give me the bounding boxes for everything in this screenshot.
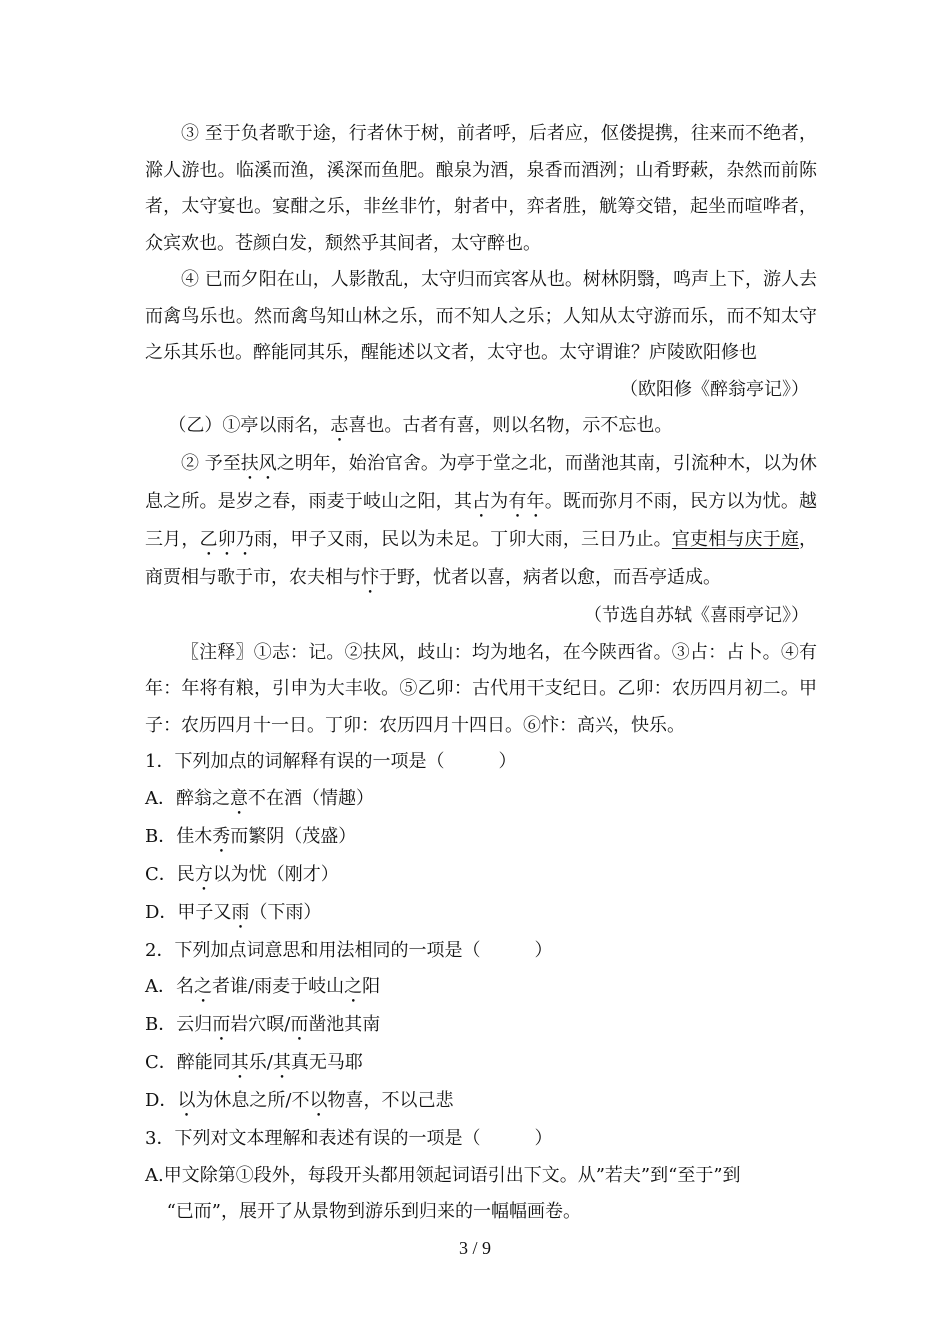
passage-jia-source: （欧阳修《醉翁亭记》） [620,378,809,400]
underlined-sentence: 官吏相与庆于庭 [671,529,800,550]
question-2-option-b: B．云归而岩穴暝/而凿池其南 [145,1014,381,1035]
question-3-stem: 3．下列对文本理解和表述有误的一项是（ ） [145,1128,553,1149]
question-2-stem: 2．下列加点词意思和用法相同的一项是（ ） [145,939,553,961]
question-1-option-d: D．甲子又雨（下雨） [145,901,322,923]
question-2-option-a: A．名之者谁/雨麦于岐山之阳 [145,976,381,997]
dotted-word: 乙卯 [199,529,236,550]
dotted-word: 有年 [508,491,545,512]
question-3-option-a-line-2: “已而”，展开了从景物到游乐到归来的一幅幅画卷。 [166,1201,581,1222]
dotted-word: 以 [177,1090,196,1111]
annotation-notes: 〖注释〗①志：记。②扶风，歧山：均为地名，在今陕西省。③占：占卜。④有年：年将有粮，引申为大丰收。⑤乙卯：古代用干支纪日。乙卯：农历四月初二。甲子：农历四月十一日。丁卯：农历四月十四日。⑥忭：高兴，快乐。 [145,641,817,736]
dotted-word: 扶风 [240,453,277,474]
question-2-option-d: D．以为休息之所/不以物喜，不以己悲 [145,1090,454,1111]
dotted-word: 其 [272,1052,291,1073]
dotted-word: 而 [290,1014,309,1035]
dotted-word: 秀 [212,825,231,847]
question-1-option-a: A．醉翁之意不在酒（情趣） [145,787,374,809]
passage-jia-paragraph-4: ④ 已而夕阳在山，人影散乱，太守归而宾客从也。树林阴翳，鸣声上下，游人去而禽鸟乐也。然而禽鸟知山林之乐，而不知人之乐；人知从太守游而乐，而不知太守之乐其乐也。醉能同其乐，醒能述以文者，太守也。太守谓谁？庐陵欧阳修也 [145,269,817,363]
dotted-word: 雨 [231,901,250,923]
passage-yi-paragraph-1: （乙）①亭以雨名，志喜也。古者有喜，则以名物，示不忘也。 [168,415,673,436]
passage-yi-paragraph-2: ② 予至扶风之明年，始治官舍。为亭于堂之北，而凿池其南，引流种木，以为休息之所。是岁之春，雨麦于岐山之阳，其占为有年。既而弥月不雨，民方以为忧。越三月，乙卯乃雨，甲子又雨，民以为未足。丁卯大雨，三日乃止。官吏相与庆于庭，商贾相与歌于市，农夫相与忭于野，忧者以喜，病者以愈，而吾亭适成。 [145,453,818,588]
dotted-word: 以 [309,1090,328,1111]
question-1-option-b: B．佳木秀而繁阴（茂盛） [145,825,357,847]
dotted-word: 而 [212,1014,231,1035]
dotted-word: 志 [330,415,349,436]
dotted-word: 之 [344,976,363,997]
dotted-word: 其 [230,1052,249,1073]
document-content [145,116,817,1231]
page-number: 3 / 9 [458,1238,491,1258]
question-1-stem: 1．下列加点的词解释有误的一项是（ ） [145,751,517,772]
passage-jia-paragraph-3: ③ 至于负者歌于途，行者休于树，前者呼，后者应，伛偻提携，往来而不绝者，滁人游也。临溪而渔，溪深而鱼肥。酿泉为酒，泉香而酒洌；山肴野蔌，杂然而前陈者，太守宴也。宴酣之乐，非丝非竹，射者中，弈者胜，觥筹交错，起坐而喧哗者，众宾欢也。苍颜白发，颓然乎其间者，太守醉也。 [145,123,817,254]
question-2-option-c: C．醉能同其乐/其真无马耶 [145,1052,363,1073]
dotted-word: 意 [230,787,248,809]
question-1-option-c: C．民方以为忧（刚才） [145,863,339,885]
dotted-word: 忭 [361,567,379,588]
dotted-word: 之 [194,976,212,997]
dotted-word: 方 [194,863,213,885]
passage-yi-source: （节选自苏轼《喜雨亭记》） [584,605,809,626]
dotted-word: 乃 [235,529,255,550]
dotted-word: 占 [472,491,491,512]
question-3-option-a-line-1: A.甲文除第①段外，每段开头都用领起词语引出下文。从”若夫”到“至于”到 [145,1164,741,1186]
